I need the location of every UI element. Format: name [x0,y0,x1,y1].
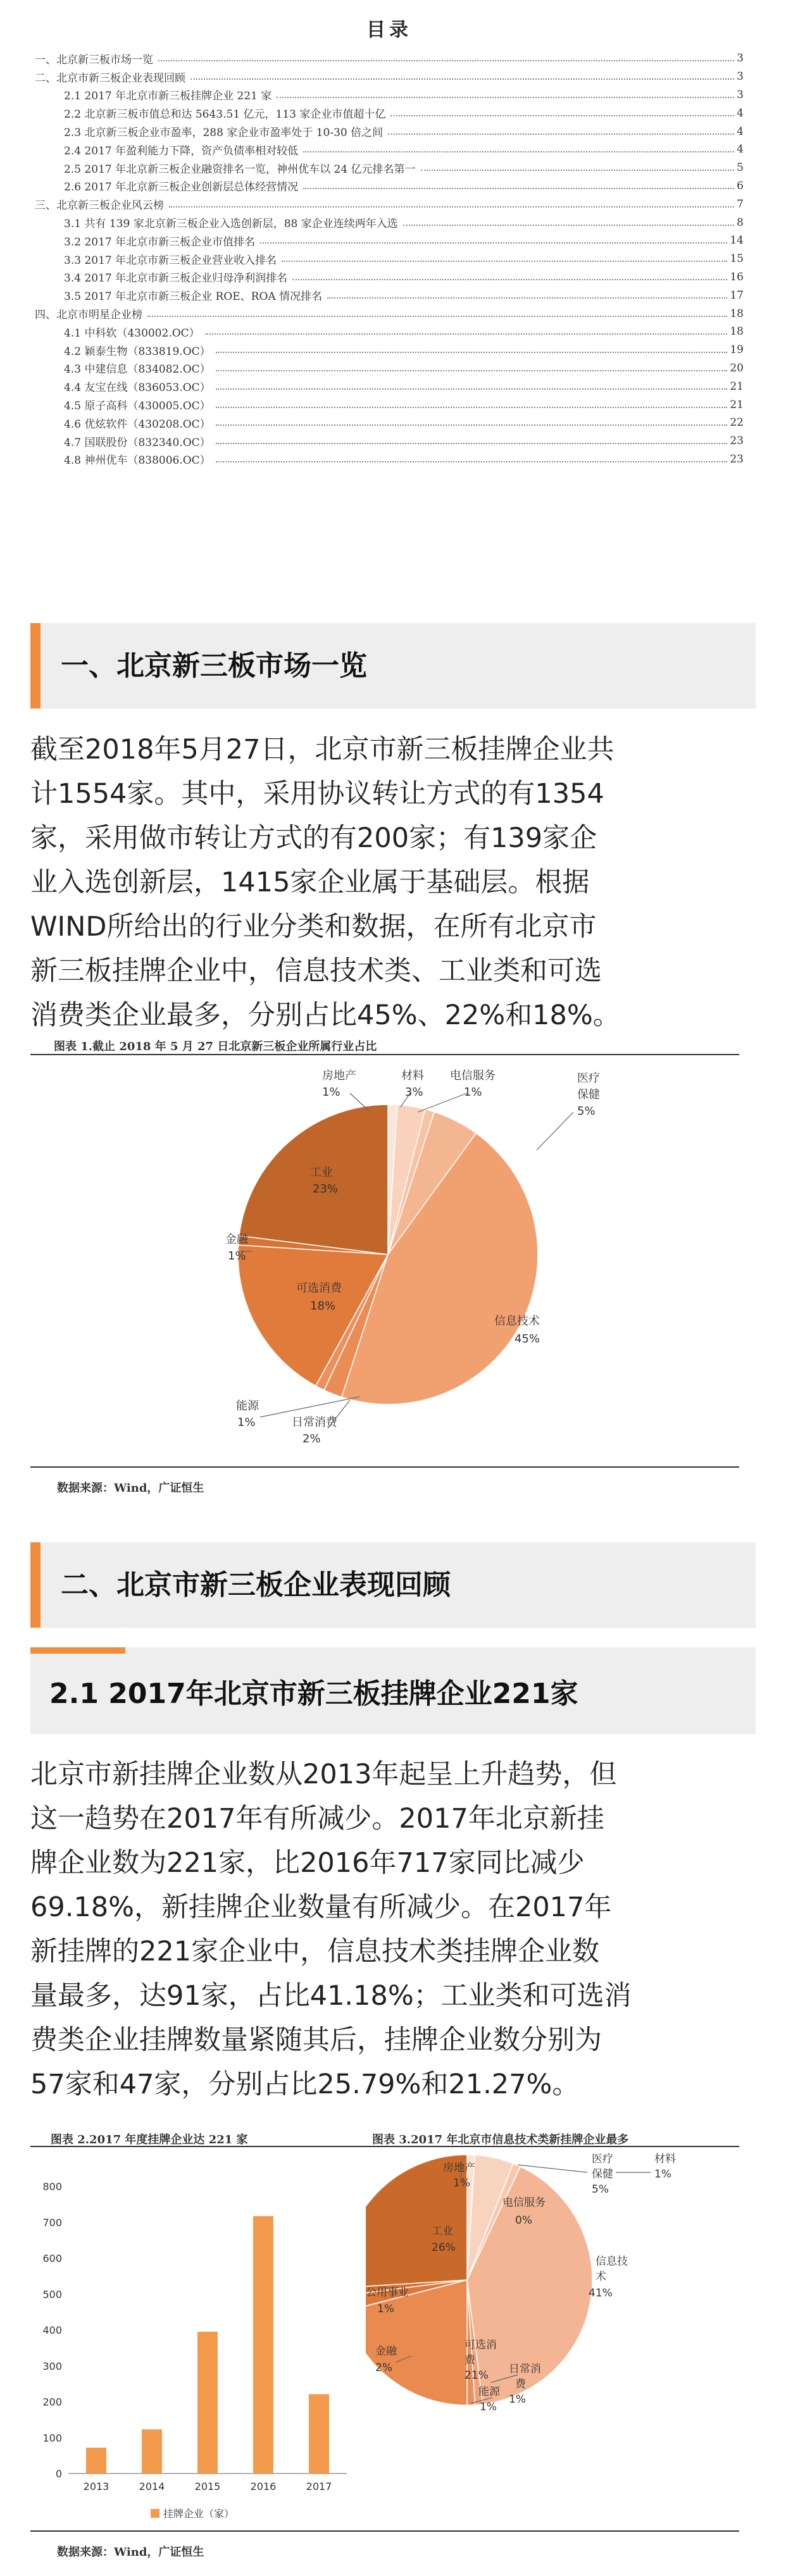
toc-entry-page: 14 [730,234,744,247]
toc-entry[interactable] [35,304,744,323]
pie-slice-label: 房地产 [322,1069,356,1082]
pie-slice-percent: 1% [654,2168,671,2181]
toc-dot-leader [190,78,734,80]
paragraph-line: 新挂牌的221家企业中，信息技术类挂牌企业数 [30,1936,600,1967]
pie-slice-label: 能源 [478,2386,500,2398]
toc-entry-page: 15 [730,252,744,266]
toc-entry-label: 二、北京市新三板企业表现回顾 [35,71,185,85]
toc-entry-label: 2.6 2017 年北京新三板企业创新层总体经营情况 [64,181,299,194]
bar-2013 [86,2448,106,2474]
pie-slice-label: 费 [515,2378,526,2391]
pie-slice-label: 医疗 [577,1072,600,1085]
section-1-heading [30,623,756,709]
pie-slice-label: 费 [465,2354,475,2367]
pie-slice-label: 信息技 [596,2255,628,2268]
listings-bar-chart [30,2147,359,2533]
y-tick-label: 300 [42,2360,62,2372]
pie-slice-label: 金融 [225,1233,248,1246]
toc-entry-page: 3 [737,70,744,84]
toc-dot-leader [277,97,734,98]
toc-entry-label: 4.6 优炫软件（430208.OC） [64,418,211,431]
figure-1-source: 数据来源：Wind，广证恒生 [57,1482,204,1495]
pie-slice-percent: 1% [509,2393,526,2406]
pie-slice-label: 房地产 [443,2162,475,2174]
toc-entry[interactable] [35,159,744,177]
pie-slice-percent: 18% [310,1299,336,1313]
y-tick-label: 500 [42,2288,62,2301]
heading-accent-bar [30,1542,41,1628]
toc-entry[interactable] [35,341,744,359]
toc-dot-leader [158,60,734,61]
y-tick-label: 0 [55,2468,62,2480]
x-tick-label: 2013 [83,2480,109,2492]
pie-slice-label: 可选消费 [296,1282,342,1295]
pie-leader-line [418,1093,467,1112]
toc-entry-label: 4.2 颖泰生物（833819.OC） [64,345,211,358]
paragraph-line: 北京市新挂牌企业数从2013年起呈上升趋势，但 [30,1759,617,1790]
pie-slice-percent: 26% [432,2241,456,2254]
toc-entry-page: 4 [737,125,744,138]
toc-entry[interactable] [35,140,744,159]
toc-entry[interactable] [35,49,744,68]
pie-slice-percent: 45% [515,1332,540,1346]
section-2-heading [30,1542,756,1628]
toc-entry[interactable] [35,68,744,86]
toc-entry[interactable] [35,250,744,268]
paragraph-line: 费类企业挂牌数量紧随其后，挂牌企业数分别为 [30,2024,602,2056]
it-listings-pie-chart [366,2147,756,2533]
pie-slice-label: 工业 [432,2225,453,2238]
heading-accent-bar [30,623,41,709]
pie-slice-percent: 1% [480,2401,497,2413]
section-2-heading-text: 二、北京市新三板企业表现回顾 [61,1569,451,1601]
toc-dot-leader [403,225,734,226]
toc-entry[interactable] [35,122,744,140]
toc-entry[interactable] [35,286,744,304]
paragraph-line: 业入选创新层，1415家企业属于基础层。根据 [30,867,590,898]
toc-entry-page: 21 [730,380,744,393]
toc-entry-label: 4.8 神州优车（838006.OC） [64,454,211,468]
toc-entry-label: 3.1 共有 139 家北京新三板企业入选创新层，88 家企业连续两年入选 [64,218,398,231]
y-tick-label: 800 [42,2181,62,2193]
paragraph-line: 量最多，达91家，占比41.18%；工业类和可选消 [30,1980,632,2012]
y-tick-label: 600 [42,2252,62,2265]
toc-entry-label: 2.4 2017 年盈利能力下降，资产负债率相对较低 [64,144,299,158]
pie-slice-工业 [366,2155,467,2288]
pie-slice-label: 术 [596,2270,606,2283]
toc-entry[interactable] [35,377,744,395]
toc-dot-leader [216,352,728,353]
toc-entry-label: 4.3 中建信息（834082.OC） [64,363,211,376]
pie-slice-label: 保健 [592,2168,613,2181]
toc-entry[interactable] [35,268,744,287]
toc-entry-page: 18 [730,307,744,320]
pie-slice-label: 金融 [375,2345,397,2358]
pie-slice-percent: 2% [375,2362,392,2374]
toc-entry[interactable] [35,195,744,213]
toc-entry-page: 4 [737,106,744,120]
pie-slice-label: 公用事业 [366,2286,409,2299]
pie-slice-percent: 5% [577,1105,596,1118]
pie-slice-label: 可选消 [465,2339,497,2351]
toc-entry[interactable] [35,450,744,469]
toc-entry-label: 3.2 2017 年北京市新三板企业市值排名 [64,235,256,249]
toc-entry-label: 3.5 2017 年北京市新三板企业 ROE、ROA 情况排名 [64,290,323,304]
pie-slice-工业 [239,1105,388,1254]
toc-entry-page: 22 [730,416,744,430]
paragraph-line: 这一趋势在2017年有所减少。2017年北京新挂 [30,1803,604,1835]
toc-dot-leader [216,424,728,426]
pie-slice-label: 材料 [654,2153,676,2165]
toc-dot-leader [147,316,727,317]
toc-entry[interactable] [35,177,744,195]
toc-dot-leader [303,188,734,189]
toc-entry-page: 3 [737,88,744,101]
figure-2-3-source: 数据来源：Wind，广证恒生 [57,2546,204,2559]
pie-slice-label: 保健 [577,1088,600,1101]
x-tick-label: 2015 [194,2480,221,2492]
pie-slice-percent: 1% [377,2303,394,2315]
figure-1-title: 图表 1.截止 2018 年 5 月 27 日北京新三板企业所属行业占比 [54,1040,377,1053]
toc-entry[interactable] [35,323,744,341]
bar-2016 [253,2216,273,2474]
figure-3-title: 图表 3.2017 年北京市信息技术类新挂牌企业最多 [372,2133,629,2146]
toc-dot-leader [216,388,728,390]
toc-entry-page: 18 [730,325,744,338]
toc-dot-leader [216,370,728,371]
toc-dot-leader [260,242,727,244]
pie-slice-percent: 3% [405,1086,423,1099]
toc-entry[interactable] [35,86,744,104]
pie-slice-label: 材料 [401,1069,424,1082]
toc-entry-label: 2.5 2017 年北京新三板企业融资排名一览，神州优车以 24 亿元排名第一 [64,163,416,176]
figure-2-title: 图表 2.2017 年度挂牌企业达 221 家 [51,2133,248,2146]
toc-dot-leader [421,170,735,171]
y-tick-label: 200 [42,2396,62,2408]
toc-entry-page: 16 [730,270,744,283]
pie-slice-percent: 5% [592,2183,609,2196]
toc-entry-page: 23 [730,452,744,466]
toc-dot-leader [303,151,734,152]
paragraph-line: 牌企业数为221家，比2016年717家同比减少 [30,1847,585,1879]
paragraph-line: 截至2018年5月27日，北京市新三板挂牌企业共 [30,734,614,765]
toc-entry-page: 20 [730,361,744,375]
toc-dot-leader [216,443,728,444]
pie-slice-percent: 1% [228,1249,246,1263]
table-of-contents [35,11,744,468]
toc-entry-label: 4.1 中科软（430002.OC） [64,326,200,340]
subheading-accent-bar [30,1647,125,1654]
toc-list [35,49,744,468]
pie-slice-percent: 1% [453,2177,470,2189]
y-tick-label: 100 [42,2432,62,2444]
toc-entry-label: 2.1 2017 年北京市新三板挂牌企业 221 家 [64,90,272,103]
toc-entry-page: 23 [730,435,744,448]
toc-entry[interactable] [35,395,744,414]
toc-entry-label: 四、北京市明星企业榜 [35,309,142,322]
paragraph-line: WIND所给出的行业分类和数据，在所有北京市 [30,911,597,943]
paragraph-line: 57家和47家，分别占比25.79%和21.27%。 [30,2069,580,2100]
pie-slice-percent: 1% [322,1086,340,1099]
toc-dot-leader [216,407,728,408]
figures-2-3-bottom-rule [30,2530,739,2532]
toc-entry-label: 2.3 北京新三板企业市盈率，288 家企业市盈率处于 10-30 倍之间 [64,127,384,140]
toc-dot-leader [292,279,727,280]
toc-entry-label: 三、北京新三板企业风云榜 [35,199,164,213]
toc-entry[interactable] [35,213,744,232]
paragraph-line: 新三板挂牌企业中，信息技术类、工业类和可选 [30,955,602,987]
toc-entry-label: 4.4 友宝在线（836053.OC） [64,381,211,395]
toc-entry-page: 7 [737,197,744,211]
toc-entry-page: 4 [737,143,744,156]
toc-entry-page: 19 [730,344,744,357]
toc-entry-page: 21 [730,398,744,411]
pie-slice-label: 电信服务 [450,1069,496,1082]
toc-title: 目录 [366,19,412,41]
toc-entry-page: 17 [730,288,744,302]
pie-slice-label: 日常消费 [292,1416,337,1429]
bar-2015 [197,2332,218,2474]
toc-dot-leader [388,133,734,135]
x-tick-label: 2016 [250,2480,277,2492]
toc-entry[interactable] [35,104,744,122]
pie-slice-label: 能源 [236,1399,259,1413]
toc-dot-leader [282,261,727,262]
pie-slice-label: 工业 [310,1166,333,1179]
section-1-paragraph [30,728,756,1037]
toc-dot-leader [390,115,734,116]
bar-2017 [309,2394,329,2474]
pie-slice-percent: 1% [464,1086,482,1099]
figure-1-bottom-rule [30,1466,739,1468]
section-2-paragraph [30,1752,756,2107]
pie-slice-percent: 23% [313,1182,339,1196]
toc-entry-label: 一、北京新三板市场一览 [35,53,153,66]
legend-label: 挂牌企业（家） [163,2508,235,2520]
paragraph-line: 消费类企业最多，分别占比45%、22%和18%。 [30,1000,620,1031]
legend-swatch [151,2509,159,2518]
pie-slice-percent: 41% [589,2287,613,2300]
toc-entry-page: 3 [737,52,744,65]
pie-slice-label: 日常消 [509,2363,541,2375]
bar-2014 [142,2429,162,2474]
pie-slice-percent: 1% [237,1416,256,1429]
x-tick-label: 2017 [306,2480,332,2492]
toc-entry[interactable] [35,232,744,250]
subsection-2-1-heading-text: 2.1 2017年北京市新三板挂牌企业221家 [49,1678,578,1710]
toc-entry[interactable] [35,359,744,378]
section-1-heading-text: 一、北京新三板市场一览 [61,650,367,682]
toc-dot-leader [205,333,728,335]
pie-slice-label: 信息技术 [494,1315,540,1328]
y-tick-label: 700 [42,2216,62,2229]
subsection-2-1-heading [30,1647,756,1734]
pie-slice-percent: 21% [465,2369,489,2382]
pie-slice-percent: 2% [303,1432,321,1446]
toc-entry-label: 4.5 原子高科（430005.OC） [64,400,211,413]
paragraph-line: 计1554家。其中，采用协议转让方式的有1354 [30,778,604,810]
toc-dot-leader [169,206,734,207]
pie-slice-label: 电信服务 [502,2196,546,2209]
paragraph-line: 家，采用做市转让方式的有200家；有139家企 [30,822,597,854]
toc-dot-leader [327,297,727,299]
pie-leader-line [537,1112,573,1150]
paragraph-line: 69.18%，新挂牌企业数量有所减少。在2017年 [30,1892,612,1923]
toc-dot-leader [216,461,728,462]
pie-slice-label: 医疗 [592,2153,613,2165]
industry-pie-chart [30,1055,756,1474]
toc-entry-label: 3.4 2017 年北京市新三板企业归母净利润排名 [64,272,288,285]
toc-entry-page: 6 [737,179,744,192]
x-tick-label: 2014 [139,2480,165,2492]
toc-entry-page: 5 [737,161,744,175]
pie-slice-percent: 0% [515,2214,532,2227]
y-tick-label: 400 [42,2324,62,2336]
toc-entry-label: 4.7 国联股份（832340.OC） [64,436,211,449]
toc-entry[interactable] [35,414,744,432]
toc-entry[interactable] [35,432,744,450]
toc-entry-label: 3.3 2017 年北京市新三板企业营业收入排名 [64,254,277,267]
toc-entry-label: 2.2 北京新三板市值总和达 5643.51 亿元，113 家企业市值超十亿 [64,108,386,121]
toc-entry-page: 8 [737,216,744,229]
